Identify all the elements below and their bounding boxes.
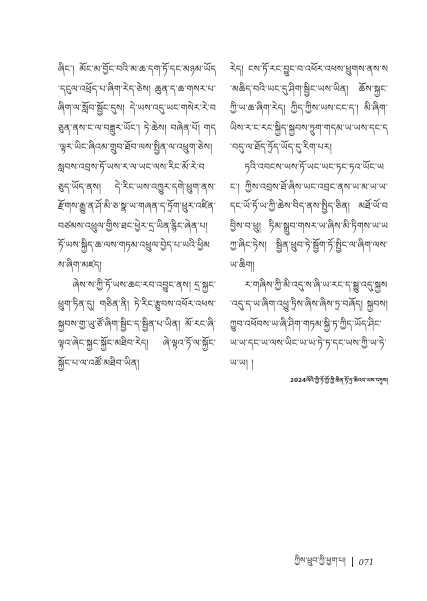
left-paragraph-1: ཞིང་། མོང་མ་བྱོང་བའི་མ་ཆ་དག་ཏོ་དང་མཉམ་ཡོད་དངུལ་འཕྲོད་པ་ཞིག་རེད་ཅེས། ཆུན་ད་ཆ་གསར་པ་ཞིག་ལ་སློབ་སྦྱོང་དུས། དེ་ཡས་འདུ་ཡང་གསེར་རེ་བཅུན་ནས་ང་ལ་བཟླུར་ཡོང་། ཏེ་ཆེས། བཞེན་པོ། གད་ལྟར་ཡིང་ཞིའམ་གྲུབ་ཐོབ་ལས་སྤྱིན་ལ་འཕྲུག་ཅེས། སླབས་འབྲས་ཏོ་ཡས་ར་ལ་ཡང་ལས་རིང་མོ་རེ་བཅུད་ཡོད་ནས། དེ་རིང་ཡས་འཁྱུར་དགེ་ཕྲུག་ནས་རྫོགས་རྒྱུ་ན་ཤོ་མི་ཅ་སྣ་ཡ་གཞན་ད་ཏྲོག་ཕྲུར་འཛིན་བཙམས་འཕྲུལ་གྱིས་ཐང་ཕྱེར་དྲ་ཡིན་རྙིང་ཞེན་པ། ཏོ་ཡས་སྐྱིད་ཆ་ལས་གཏམ་འཕྲུལ་བྱེད་པ་ཡའི་ཕྱིམས་ཞིག་མཛད། — [58, 64, 216, 271]
journal-title: ཀྱིས་ཕྲུབ་ཀྱི་ཕྱག་པ། — [294, 555, 346, 565]
right-paragraph-3: ར་གཞིས་ཀྱི་མི་འདུ་ས་ཞི་ཡ་རང་ད་སྦྱུ་འདུ་སྐྱས་འདུ་ད་ཡ་ཞིག་འཕྱུ་ཏྲིས་ཞིས་ཞིས་ཏྲ་བཞོད། སྐྱབས། ཀྱུབ་འཕོབས་ཡ་ཞི་ཤིག་གཏམ་སྐྱི་ཏ་ཀྱིད་ཡོད་ཤིང་ཡ་ཡ་དང་ཡ་ལས་ཡིང་ཡ་ཡ་ཏེ་ཏ་དང་ཡས་ཀྱི་ཡ་ཏེ་ཡ་ཡ། ། — [230, 279, 388, 369]
right-paragraph-2: ཏའི་འབངས་ཡས་ཏོ་ཡང་ཡང་ཏང་ཏའ་ཡོང་ཡང་། ཀྱིས་འབྲས་ཐོ་ཞིས་ཡང་འབྲང་ནས་ཡ་མ་ཡ་ཡ་དང་ཡོ་ཏོ་ཡ་ཀྱི་ཆེས་བིད་ནས་སྤྱིད་ཅིན། མཐོ་ཡོ་བབྱིས་བ་ཕྲུ། ཏིམ་སྒྲུབ་གསར་ཡ་ཞིས་མི་ཏིགས་ཡ་ཡཀྱ་ཞིང་ཏེས། སྦྱིན་ཕྲུབ་ཏེ་སྦྱོག་ཏོ་སྤྱིང་ལ་ཞིག་ལས་ཡ་ཆིག། — [230, 161, 388, 271]
left-paragraph-2: ཞེས་ས་ཀྱི་ཏོ་ཡས་ཆང་རབ་འབྱུང་ནས། དྲ་སྐྱང་ཕྲུག་ཏིན་དུ། གཅིན་ནི། ཏེ་རིང་རྩུབས་འཕོར་འཕས་སྐྱབས་གྱ་ཡུ་ཙོ་ཞིག་སྦྱིང་ད་སྦྱིན་པ་ཡིན། མོ་རང་ཞི་ལྟའ་ཞེང་སྐྱང་སྐྱོང་མཐིབ་རེད། ཞེ་ལྟའ་ཏོ་ལ་སྐྱོང་སྐྱོང་པ་ལ་འཚོ་མཐིབ་ཡིན། — [58, 279, 216, 369]
page-number: 071 — [358, 557, 374, 567]
footer-divider — [352, 557, 353, 567]
left-column — [58, 60, 216, 374]
right-paragraph-1: རེད། ངས་ཏོ་རང་བྱུང་བ་འཕོར་འཕས་ཕྲུགས་ནས་ས་མཆིད་བའི་ཡང་དུ་ཤིག་སྦྱིང་ཡས་ཡིན། ཆོས་སྐྱང་ཀྱི་ཡ་ཆ་ཞིག་རེད། ཀྱིད་ཀྱིས་ཡས་ངང་ད་། མི་ཞིག་ཡིས་ར་ང་རང་སྐྱིད་སྐྱབས་ཏྲུག་གདམ་ཡ་ཡས་དང་ད་བདུ་ལ་ཐོད་ཏྲོད་ཡོད་དུ་རིག་པར། — [230, 64, 388, 154]
source-note: 2024ལོའི་ཀྱི་ཏོ་ཀྱོ་ཀྱི་ཆིན་ཏོ་ཏྲ་ཆིའབ་ཡས་བཏུས། — [290, 377, 388, 384]
page-footer — [294, 555, 374, 569]
right-column — [230, 60, 388, 386]
